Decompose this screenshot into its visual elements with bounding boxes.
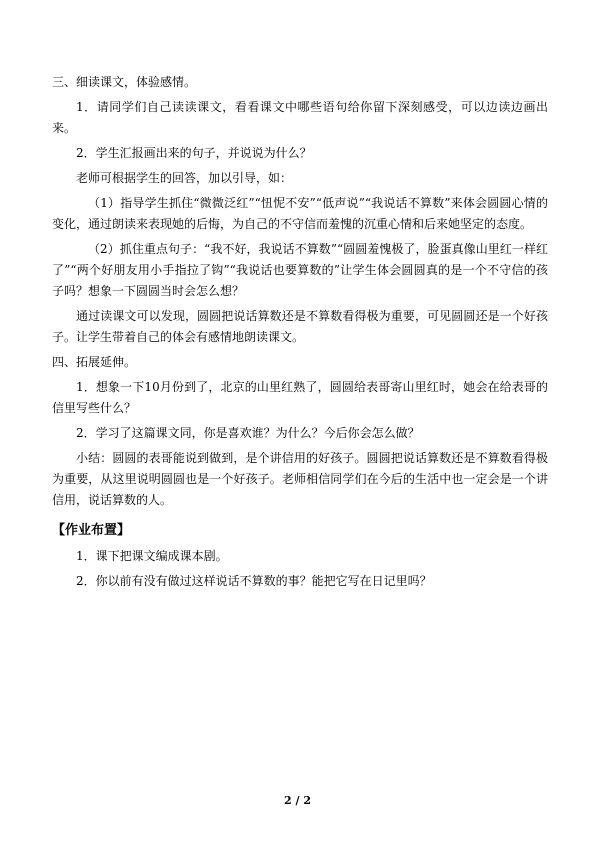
homework-item: 2．你以前有没有做过这样说话不算数的事？能把它写在日记里吗？ [76,574,432,588]
paragraph: 老师可根据学生的回答，加以引导，如： [76,171,293,185]
paragraph: 2．学习了这篇课文同，你是喜欢谁？为什么？今后你会怎么做？ [76,426,420,440]
paragraph: 1．想象一下10月份到了，北京的山里红熟了，圆圆给表哥寄山里红时，她会在给表哥的信里写些什么？ [52,380,548,415]
paragraph: （2）抓住重点句子：“我不好，我说话不算数”“圆圆羞愧极了，脸蛋真像山里红一样红了”“两个好朋友用小手指拉了钩”“我说话也要算数的”让学生体会圆圆真的是一个不守信的孩子吗？想象一下圆圆当时会怎么想？ [52,242,548,298]
paragraph: 2．学生汇报画出来的句子，并说说为什么？ [76,146,312,160]
section-heading-3: 三、细读课文，体验感情。 [52,75,197,89]
paragraph: 1．请同学们自己读读课文，看看课文中哪些语句给你留下深刻感受，可以边读边画出来。 [52,100,548,135]
homework-heading: 【作业布置】 [52,523,131,538]
document-body [52,72,548,596]
page-number: 2 / 2 [284,794,311,807]
section-heading-4: 四、拓展延伸。 [52,355,137,369]
paragraph: 通过读课文可以发现，圆圆把说话算数还是不算数看得极为重要，可见圆圆还是一个好孩子。让学生带着自己的体会有感情地朗读课文。 [52,309,548,344]
summary-paragraph: 小结：圆圆的表哥能说到做到，是个讲信用的好孩子。圆圆把说话算数还是不算数看得极为重要，从这里说明圆圆也是一个好孩子。老师相信同学们在今后的生活中也一定会是一个讲信用，说话算数的人。 [52,451,548,507]
homework-item: 1．课下把课文编成课本剧。 [76,549,228,563]
paragraph: （1）指导学生抓住“微微泛红”“忸怩不安”“低声说”“我说话不算数”来体会圆圆心情的变化，通过朗读来表现她的后悔，为自己的不守信而羞愧的沉重心情和后来她坚定的态度。 [52,196,548,231]
